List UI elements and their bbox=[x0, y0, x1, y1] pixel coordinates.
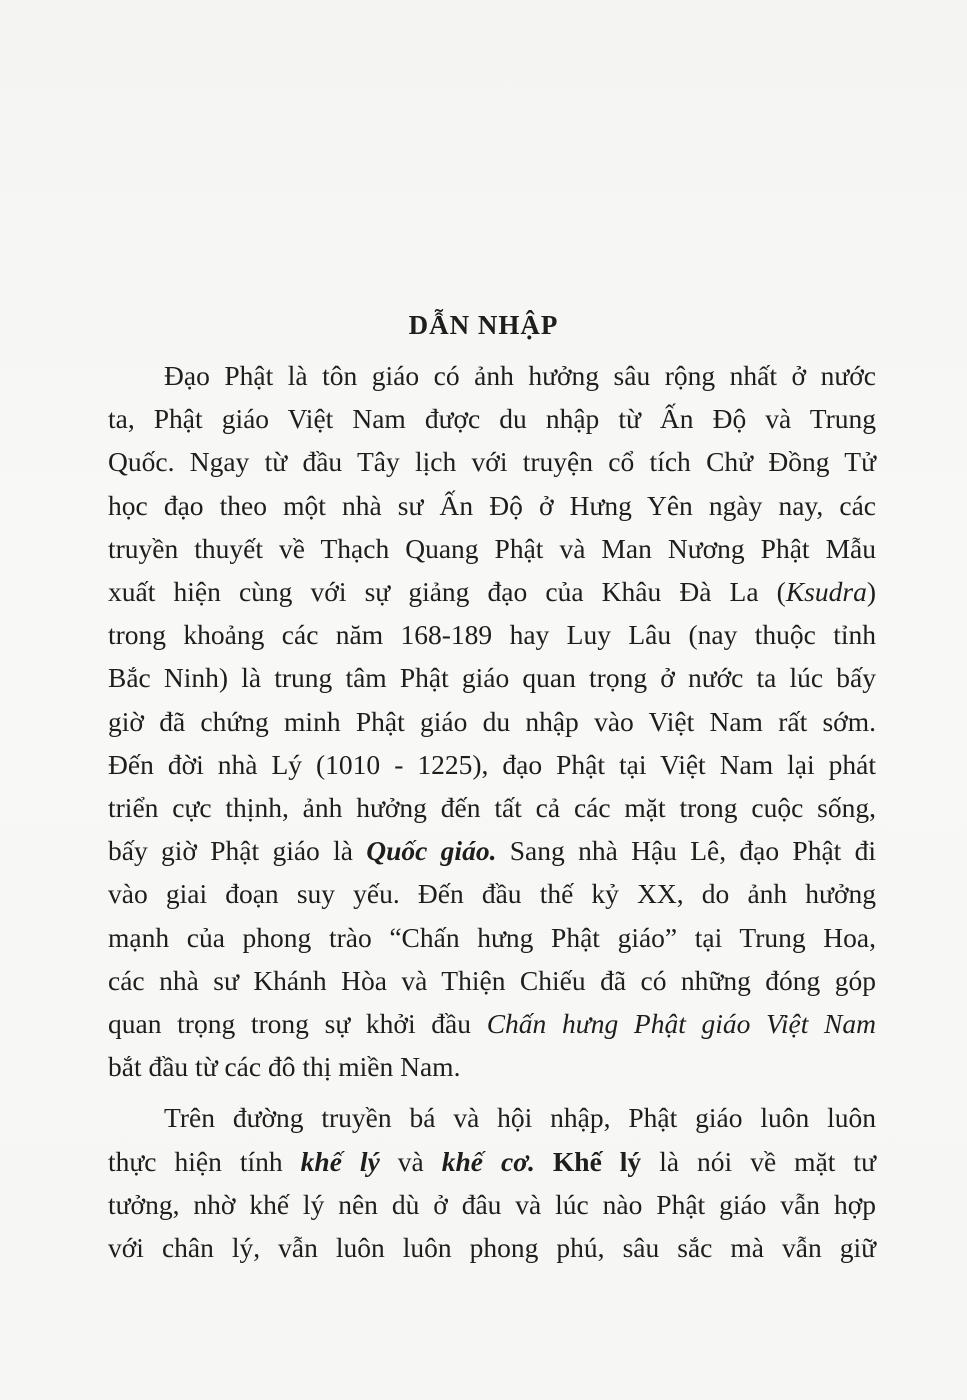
text-line: Quốc. Ngay từ đầu Tây lịch với truyện cổ tích Chử Đồng Tử bbox=[108, 446, 876, 478]
text-line bbox=[108, 1140, 876, 1183]
text-line: Bắc Ninh) là trung tâm Phật giáo quan trọng ở nước ta lúc bấy bbox=[108, 662, 876, 694]
text-run: xuất hiện cùng với sự giảng đạo của Khâu Đà La ( bbox=[108, 576, 786, 608]
text-line bbox=[108, 570, 876, 613]
bold-italic-term: khế lý bbox=[300, 1145, 380, 1177]
text-line: bắt đầu từ các đô thị miền Nam. bbox=[108, 1051, 461, 1083]
text-run: và bbox=[379, 1145, 442, 1177]
text-line: tưởng, nhờ khế lý nên dù ở đâu và lúc nào Phật giáo vẫn hợp bbox=[108, 1188, 876, 1220]
text-line: các nhà sư Khánh Hòa và Thiện Chiếu đã có những đóng góp bbox=[108, 964, 876, 996]
italic-term: Ksudra bbox=[785, 576, 867, 608]
text-line: vào giai đoạn suy yếu. Đến đầu thế kỷ XX, do ảnh hưởng bbox=[108, 878, 876, 910]
italic-term: Chấn hưng Phật giáo Việt Nam bbox=[486, 1008, 876, 1040]
text-line: ta, Phật giáo Việt Nam được du nhập từ Ấn Độ và Trung bbox=[108, 403, 876, 435]
text-line: Đạo Phật là tôn giáo có ảnh hưởng sâu rộng nhất ở nước bbox=[164, 360, 876, 391]
text-run bbox=[535, 1146, 553, 1177]
text-line: Đến đời nhà Lý (1010 - 1225), đạo Phật tại Việt Nam lại phát bbox=[108, 748, 876, 780]
text-line: học đạo theo một nhà sư Ấn Độ ở Hưng Yên ngày nay, các bbox=[108, 489, 876, 521]
text-run: Sang nhà Hậu Lê, đạo Phật đi bbox=[496, 835, 876, 867]
paragraph-2 bbox=[108, 1096, 876, 1269]
text-run: thực hiện tính bbox=[108, 1145, 301, 1177]
bold-italic-term: khế cơ. bbox=[441, 1145, 535, 1177]
text-run: quan trọng trong sự khởi đầu bbox=[108, 1008, 487, 1040]
text-line bbox=[108, 829, 876, 872]
text-line: mạnh của phong trào “Chấn hưng Phật giáo” tại Trung Hoa, bbox=[108, 921, 876, 953]
text-run: ) bbox=[866, 576, 876, 608]
chapter-heading: DẪN NHẬP bbox=[408, 310, 559, 340]
text-line: với chân lý, vẫn luôn luôn phong phú, sâu sắc mà vẫn giữ bbox=[108, 1232, 876, 1264]
body-text bbox=[108, 354, 876, 1269]
text-run: là nói về mặt tư bbox=[641, 1145, 876, 1177]
paragraph-1 bbox=[108, 354, 876, 1088]
text-run: bấy giờ Phật giáo là bbox=[108, 835, 367, 867]
bold-term: Khế lý bbox=[552, 1145, 642, 1177]
text-line: truyền thuyết về Thạch Quang Phật và Man Nương Phật Mẫu bbox=[108, 532, 876, 564]
text-line: giờ đã chứng minh Phật giáo du nhập vào Việt Nam rất sớm. bbox=[108, 705, 876, 737]
text-line: Trên đường truyền bá và hội nhập, Phật giáo luôn luôn bbox=[164, 1102, 876, 1134]
bold-italic-term: Quốc giáo. bbox=[366, 835, 497, 867]
text-line: trong khoảng các năm 168-189 hay Luy Lâu (nay thuộc tỉnh bbox=[108, 619, 876, 651]
text-line: triển cực thịnh, ảnh hưởng đến tất cả các mặt trong cuộc sống, bbox=[108, 792, 876, 824]
text-line bbox=[108, 1002, 876, 1045]
